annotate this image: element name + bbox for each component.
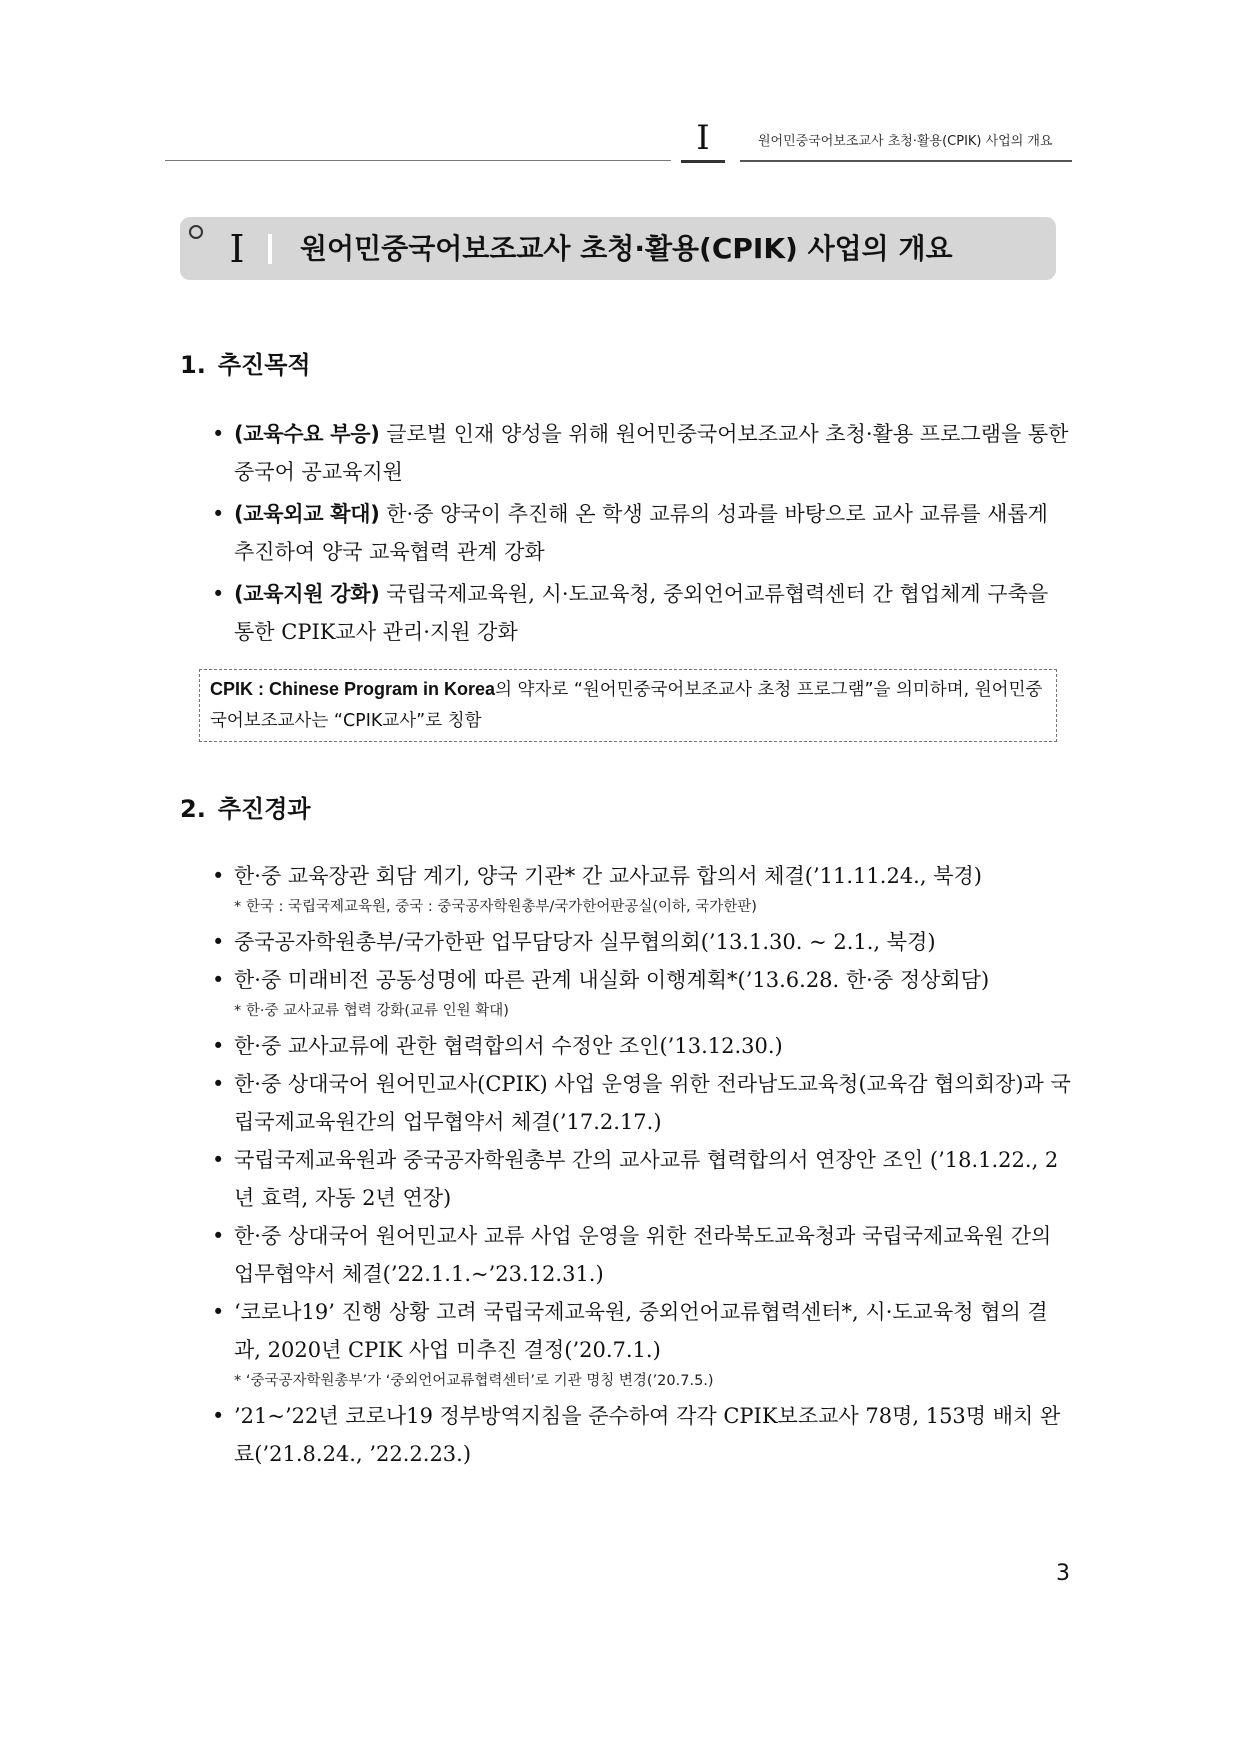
list-item: • ’21~’22년 코로나19 정부방역지침을 준수하여 각각 CPIK보조교사 78명, 153명 배치 완료(’21.8.24., ’22.2.23.) — [208, 1397, 1072, 1473]
bullet-lead: (교육수요 부응) — [234, 422, 380, 446]
running-header — [0, 0, 1240, 170]
list-item: • 중국공자학원총부/국가한판 업무담당자 실무협의회(’13.1.30. ~ 2.1., 북경) — [208, 923, 1072, 961]
note-keyword: CPIK : Chinese Program in Korea — [210, 679, 496, 699]
chapter-divider — [268, 234, 272, 264]
list-item: • 한·중 교육장관 회담 계기, 양국 기관* 간 교사교류 합의서 체결(’11.11.24., 북경) — [208, 857, 1072, 895]
list-item: • 국립국제교육원과 중국공자학원총부 간의 교사교류 협력합의서 연장안 조인 (’18.1.22., 2년 효력, 자동 2년 연장) — [208, 1141, 1072, 1217]
circle-icon — [189, 225, 203, 239]
list-item — [208, 495, 1072, 571]
section1-bullet-list — [208, 415, 1072, 651]
list-item: • 한·중 상대국어 원어민교사(CPIK) 사업 운영을 위한 전라남도교육청(교육감 협의회장)과 국립국제교육원간의 업무협약서 체결(’17.2.17.) — [208, 1065, 1072, 1141]
cpik-definition-box — [199, 669, 1057, 742]
header-rule-right — [740, 160, 1072, 162]
chapter-title: 원어민중국어보조교사 초청·활용(CPIK) 사업의 개요 — [300, 232, 953, 265]
header-chapter-title: 원어민중국어보조교사 초청·활용(CPIK) 사업의 개요 — [758, 134, 1053, 149]
note-text: 의 약자로 “원어민중국어보조교사 초청 프로그램”을 의미하며, 원어민중국어보조교사는 “CPIK교사”로 칭함 — [210, 680, 1043, 731]
list-item: • 한·중 상대국어 원어민교사 교류 사업 운영을 위한 전라북도교육청과 국립국제교육원 간의 업무협약서 체결(’22.1.1.~’23.12.31.) — [208, 1217, 1072, 1293]
section-number: 1. — [180, 351, 206, 379]
bullet-text: 글로벌 인재 양성을 위해 원어민중국어보조교사 초청·활용 프로그램을 통한 중국어 공교육지원 — [234, 422, 1069, 484]
list-item: • 한·중 교사교류에 관한 협력합의서 수정안 조인(’13.12.30.) — [208, 1027, 1072, 1065]
list-item — [208, 575, 1072, 651]
section2-bullet-list — [208, 857, 1072, 1473]
section-heading-1 — [180, 349, 780, 381]
list-item-note: * 한·중 교사교류 협력 강화(교류 인원 확대) — [234, 1003, 509, 1019]
section-title: 추진경과 — [217, 795, 311, 823]
bullet-lead: (교육외교 확대) — [234, 502, 380, 526]
bullet-text: 국립국제교육원, 시·도교육청, 중외언어교류협력센터 간 협업체계 구축을 통한 CPIK교사 관리·지원 강화 — [234, 582, 1049, 644]
section-title: 추진목적 — [217, 351, 311, 379]
list-item: • 한·중 미래비전 공동성명에 따른 관계 내실화 이행계획*(’13.6.28. 한·중 정상회담) — [208, 961, 1072, 999]
list-item: • ‘코로나19’ 진행 상황 고려 국립국제교육원, 중외언어교류협력센터*, 시·도교육청 협의 결과, 2020년 CPIK 사업 미추진 결정(’20.7.1.) — [208, 1293, 1072, 1369]
section-number: 2. — [180, 795, 206, 823]
header-rule-left — [165, 160, 671, 161]
chapter-roman: I — [229, 227, 245, 271]
section-heading-2 — [180, 793, 780, 825]
list-item-note: * ‘중국공자학원총부’가 ‘중외언어교류협력센터’로 기관 명칭 변경(’20.7.5.) — [234, 1373, 714, 1389]
list-item-note: * 한국 : 국립국제교육원, 중국 : 중국공자학원총부/국가한어판공실(이하, 국가한판) — [234, 899, 757, 915]
header-chapter-roman: I — [696, 118, 710, 158]
bullet-lead: (교육지원 강화) — [234, 582, 380, 606]
list-item — [208, 415, 1072, 491]
page-number: 3 — [1056, 1561, 1070, 1586]
bullet-text: 한·중 양국이 추진해 온 학생 교류의 성과를 바탕으로 교사 교류를 새롭게 추진하여 양국 교육협력 관계 강화 — [234, 502, 1048, 564]
header-rule-center — [681, 160, 725, 163]
